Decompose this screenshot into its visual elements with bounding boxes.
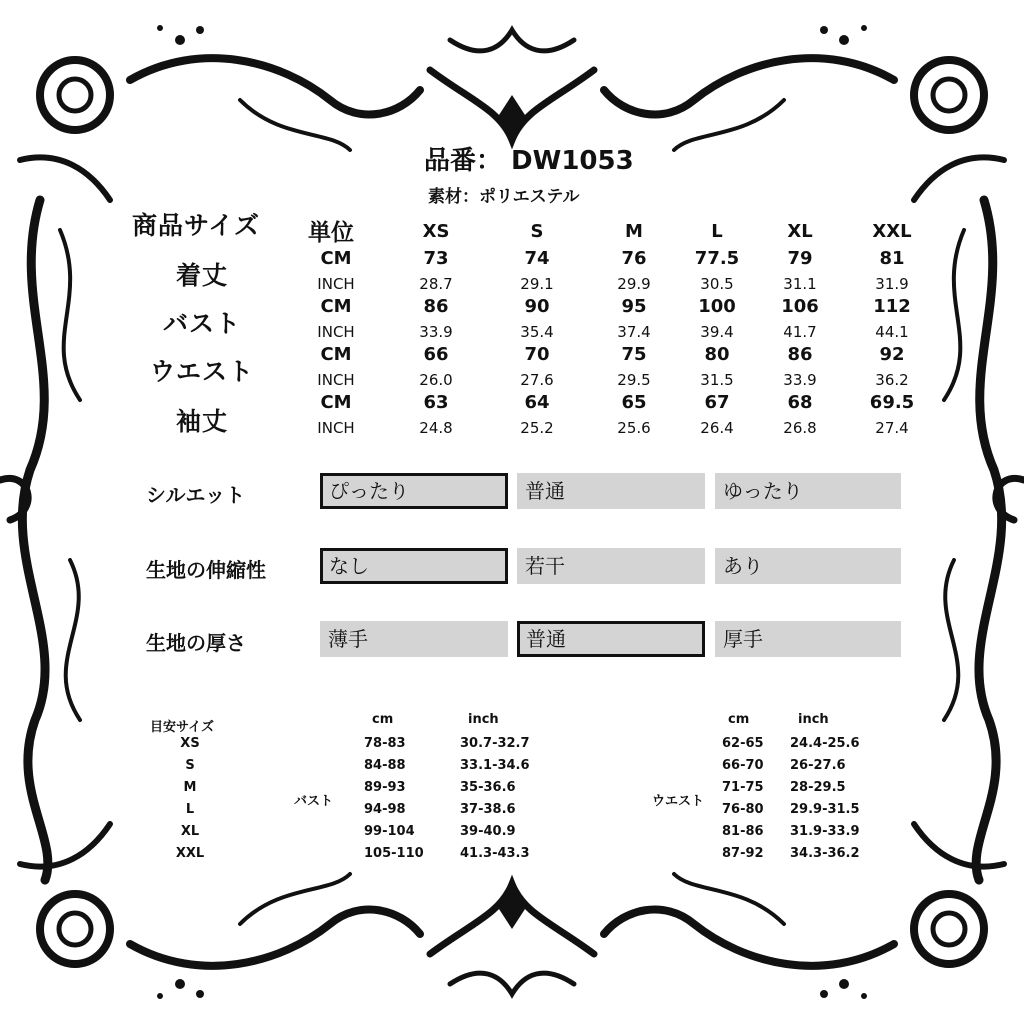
attr-label-thickness: 生地の厚さ <box>146 631 246 655</box>
guide-waist-cm-2: 66-70 <box>722 758 764 773</box>
guide-bust-cm-header: cm <box>372 712 394 727</box>
guide-waist-cm-5: 81-86 <box>722 824 764 839</box>
unit-label: 単位 <box>308 220 354 246</box>
guide-waist-cm-1: 62-65 <box>722 736 764 751</box>
guide-bust-cm-2: 84-88 <box>364 758 406 773</box>
guide-bust-inch-2: 33.1-34.6 <box>460 758 530 773</box>
guide-waist-inch-4: 29.9-31.5 <box>790 802 860 817</box>
guide-bust-cm-1: 78-83 <box>364 736 406 751</box>
guide-waist-label: ウエスト <box>652 794 705 809</box>
guide-waist-inch-5: 31.9-33.9 <box>790 824 860 839</box>
guide-waist-inch-1: 24.4-25.6 <box>790 736 860 751</box>
guide-waist-inch-3: 28-29.5 <box>790 780 846 795</box>
attr-option-stretch-2: 若干 <box>517 548 705 584</box>
attr-option-stretch-3: あり <box>715 548 901 584</box>
guide-waist-cm-header: cm <box>728 712 750 727</box>
guide-waist-inch-header: inch <box>798 712 829 727</box>
guide-bust-cm-4: 94-98 <box>364 802 406 817</box>
guide-bust-cm-3: 89-93 <box>364 780 406 795</box>
guide-bust-cm-5: 99-104 <box>364 824 415 839</box>
attr-option-silhouette-2: 普通 <box>517 473 705 509</box>
guide-bust-inch-1: 30.7-32.7 <box>460 736 530 751</box>
product-number: 品番： DW1053 <box>424 146 634 176</box>
guide-bust-inch-5: 39-40.9 <box>460 824 516 839</box>
guide-bust-label: バスト <box>294 794 334 809</box>
guide-waist-cm-3: 71-75 <box>722 780 764 795</box>
guide-waist-cm-4: 76-80 <box>722 802 764 817</box>
size-table-corner-label: 商品サイズ <box>132 211 261 240</box>
guide-waist-cm-6: 87-92 <box>722 846 764 861</box>
material-text: 素材：ポリエステル <box>428 187 580 207</box>
attr-option-stretch-1-selected: なし <box>320 548 508 584</box>
attr-label-stretch: 生地の伸縮性 <box>146 558 266 582</box>
attr-label-silhouette: シルエット <box>146 483 246 507</box>
attr-option-thickness-1: 薄手 <box>320 621 508 657</box>
guide-title: 目安サイズ <box>150 720 214 735</box>
guide-waist-inch-6: 34.3-36.2 <box>790 846 860 861</box>
guide-waist-inch-2: 26-27.6 <box>790 758 846 773</box>
guide-bust-cm-6: 105-110 <box>364 846 424 861</box>
attr-option-silhouette-1-selected: ぴったり <box>320 473 508 509</box>
attr-option-thickness-3: 厚手 <box>715 621 901 657</box>
guide-bust-inch-4: 37-38.6 <box>460 802 516 817</box>
attr-option-thickness-2-selected: 普通 <box>517 621 705 657</box>
attr-option-silhouette-3: ゆったり <box>715 473 901 509</box>
guide-bust-inch-6: 41.3-43.3 <box>460 846 530 861</box>
guide-bust-inch-header: inch <box>468 712 499 727</box>
guide-bust-inch-3: 35-36.6 <box>460 780 516 795</box>
